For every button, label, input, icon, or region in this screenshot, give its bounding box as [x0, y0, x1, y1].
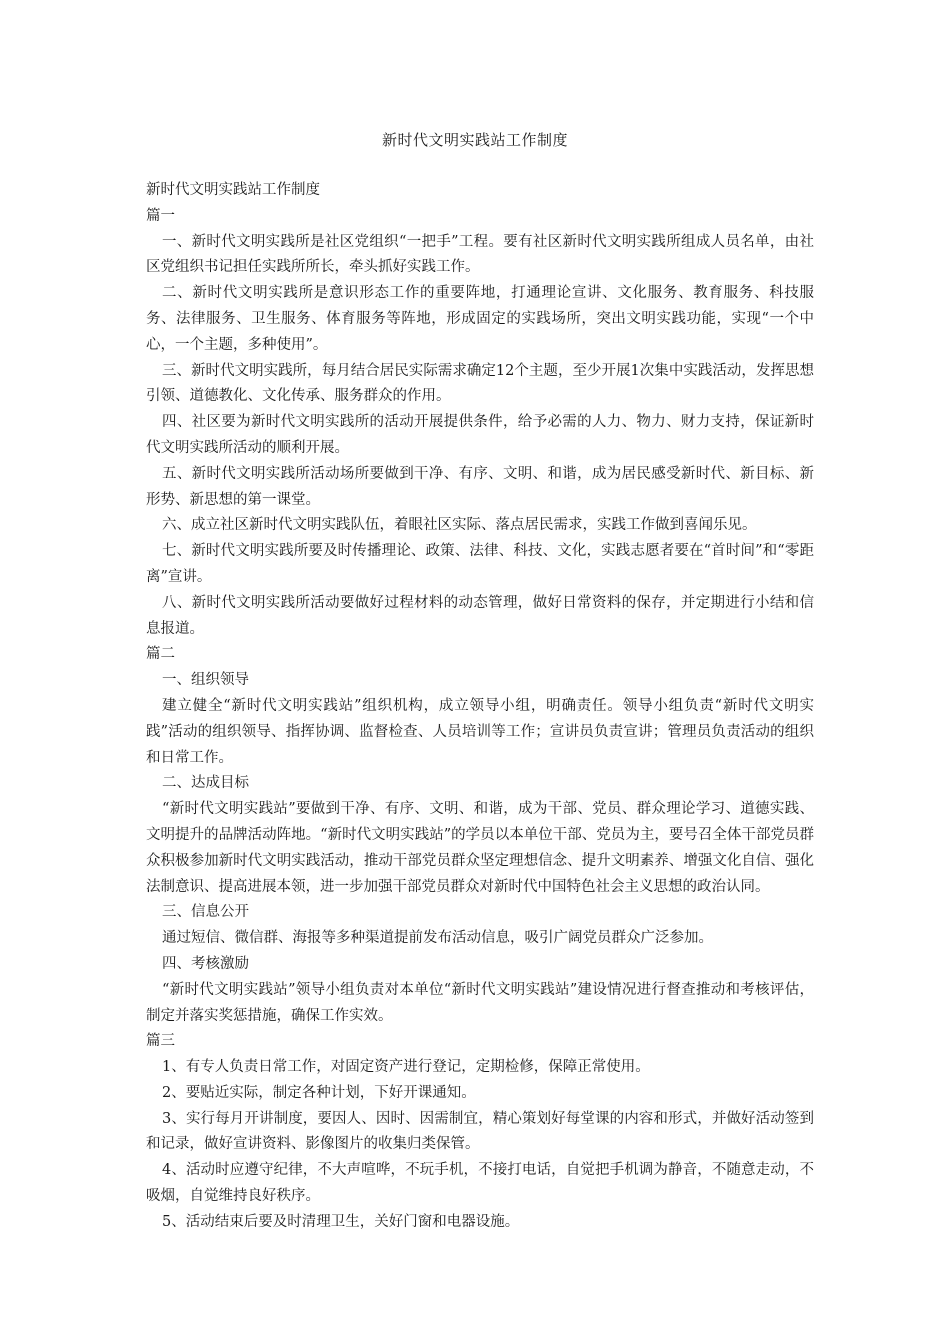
part1-item: 五、新时代文明实践所活动场所要做到干净、有序、文明、和谐，成为居民感受新时代、新目标、新形势、新思想的第一课堂。 — [146, 465, 814, 508]
part1-item: 一、新时代文明实践所是社区党组织“一把手”工程。要有社区新时代文明实践所组成人员名单，由社区党组织书记担任实践所所长，牵头抓好实践工作。 — [146, 233, 814, 276]
part2-section-title: 一、组织领导 — [162, 672, 249, 689]
part2-section-text: “新时代文明实践站”要做到干净、有序、文明、和谐，成为干部、党员、群众理论学习、道德实践、文明提升的品牌活动阵地。“新时代文明实践站”的学员以本单位干部、党员为主，要号召全体干部党员群众积极参加新时代文明实践活动，推动干部党员群众坚定理想信念、提升文明素养、增强文化自信、强化法制意识、提高进展本领，进一步加强干部党员群众对新时代中国特色社会主义思想的政治认同。 — [146, 801, 814, 895]
part1-item: 四、社区要为新时代文明实践所的活动开展提供条件，给予必需的人力、物力、财力支持，保证新时代文明实践所活动的顺利开展。 — [146, 414, 814, 456]
part3-item: 3、实行每月开讲制度，要因人、因时、因需制宜，精心策划好每堂课的内容和形式，并做好活动签到和记录，做好宣讲资料、影像图片的收集归类保管。 — [146, 1110, 814, 1153]
document-body — [146, 178, 814, 1236]
part3-item: 5、活动结束后要及时清理卫生，关好门窗和电器设施。 — [162, 1213, 520, 1230]
document-title: 新时代文明实践站工作制度 — [381, 131, 568, 149]
part2-section-title: 二、达成目标 — [162, 775, 249, 792]
part1-item: 八、新时代文明实践所活动要做好过程材料的动态管理，做好日常资料的保存，并定期进行小结和信息报道。 — [146, 594, 814, 637]
part2-section-text: 建立健全“新时代文明实践站”组织机构，成立领导小组，明确责任。领导小组负责“新时代文明实践”活动的组织领导、指挥协调、监督检查、人员培训等工作；宣讲员负责宣讲；管理员负责活动的组织和日常工作。 — [146, 697, 814, 766]
part3-item: 4、活动时应遵守纪律，不大声喧哗，不玩手机，不接打电话，自觉把手机调为静音，不随意走动，不吸烟，自觉维持良好秩序。 — [146, 1162, 814, 1205]
part3-item: 2、要贴近实际，制定各种计划，下好开课通知。 — [162, 1084, 476, 1101]
part1-item: 六、成立社区新时代文明实践队伍，着眼社区实际、落点居民需求，实践工作做到喜闻乐见。 — [162, 517, 757, 534]
part3-item: 1、有专人负责日常工作，对固定资产进行登记，定期检修，保障正常使用。 — [162, 1059, 650, 1076]
part1-heading: 篇一 — [146, 207, 175, 224]
part1-item: 三、新时代文明实践所，每月结合居民实际需求确定12个主题，至少开展1次集中实践活动，发挥思想引领、道德教化、文化传承、服务群众的作用。 — [146, 362, 814, 405]
part1-item: 七、新时代文明实践所要及时传播理论、政策、法律、科技、文化，实践志愿者要在“首时间”和“零距离”宣讲。 — [146, 543, 814, 585]
part2-section-title: 三、信息公开 — [162, 904, 249, 921]
part2-section-text: “新时代文明实践站”领导小组负责对本单位“新时代文明实践站”建设情况进行督查推动和考核评估，制定并落实奖惩措施，确保工作实效。 — [146, 981, 814, 1024]
part2-section-text: 通过短信、微信群、海报等多种渠道提前发布活动信息，吸引广阔党员群众广泛参加。 — [162, 930, 713, 947]
part2-heading: 篇二 — [146, 646, 175, 663]
part2-section-title: 四、考核激励 — [162, 955, 249, 972]
part3-heading: 篇三 — [146, 1033, 175, 1050]
part1-item: 二、新时代文明实践所是意识形态工作的重要阵地，打通理论宣讲、文化服务、教育服务、科技服务、法律服务、卫生服务、体育服务等阵地，形成固定的实践场所，突出文明实践功能，实现“一个中心，一个主题，多种使用”。 — [146, 285, 814, 353]
subtitle: 新时代文明实践站工作制度 — [146, 182, 320, 198]
